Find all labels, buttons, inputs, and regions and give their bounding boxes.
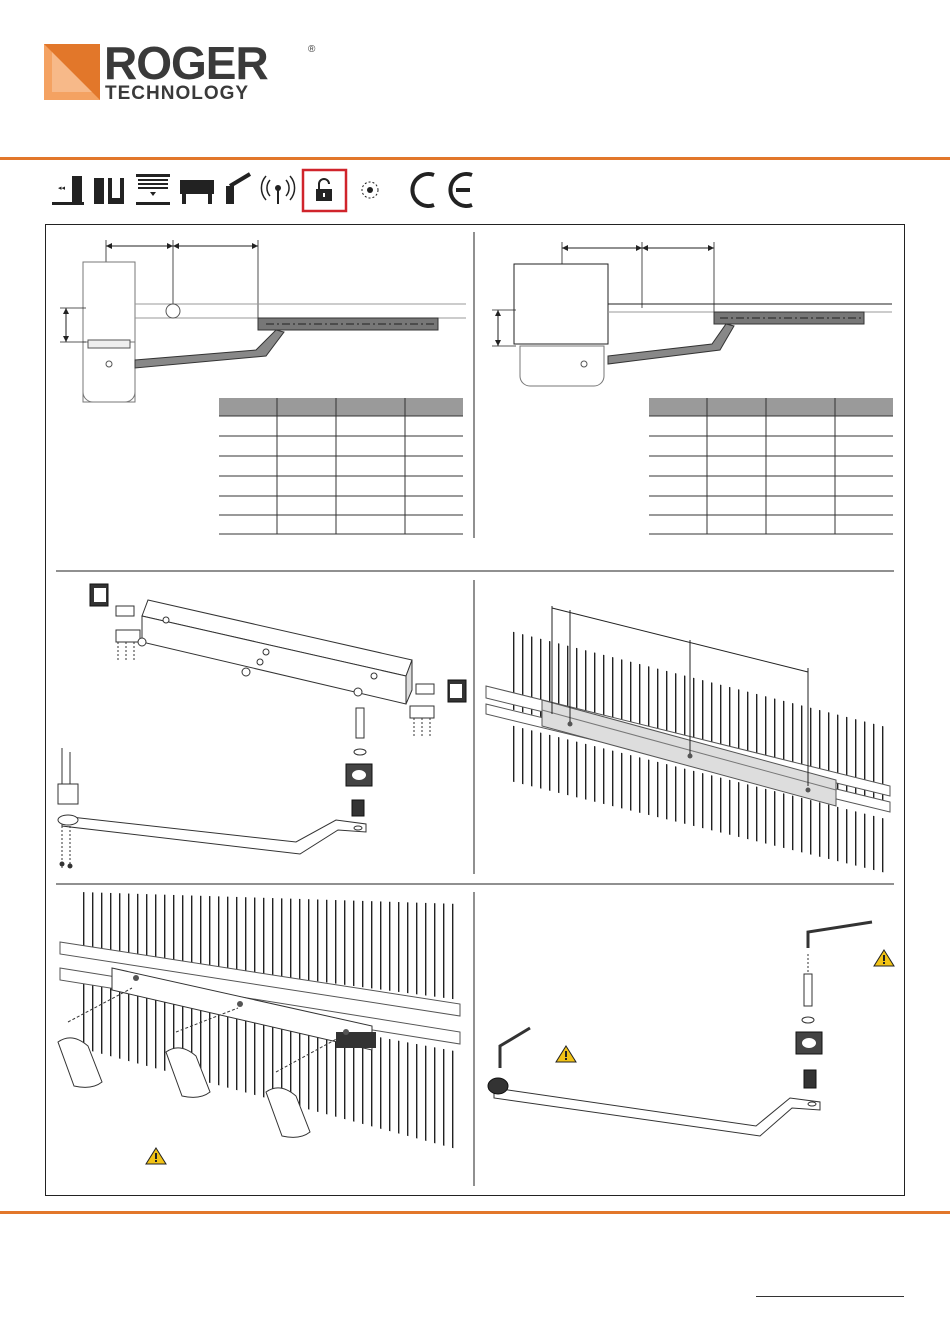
warning-icon — [146, 1148, 166, 1164]
warning-icon — [874, 950, 894, 966]
registered-mark: ® — [308, 44, 316, 55]
brand-name: ROGER — [104, 37, 268, 89]
exploded-assembly-diagram — [56, 580, 466, 872]
footer-rule — [0, 1211, 950, 1214]
spec-table-right — [649, 398, 895, 538]
warning-icon — [556, 1046, 576, 1062]
hands-installation-diagram — [56, 892, 466, 1184]
dimension-diagram-right — [486, 232, 896, 412]
dimension-diagram-left — [56, 232, 466, 412]
spec-table-left — [219, 398, 465, 538]
fence-bracket-diagram — [486, 580, 896, 876]
footer-line — [756, 1296, 904, 1297]
arm-assembly-diagram — [486, 892, 896, 1184]
svg-text:◂◂: ◂◂ — [58, 185, 66, 192]
brand-sub: TECHNOLOGY — [105, 83, 250, 104]
